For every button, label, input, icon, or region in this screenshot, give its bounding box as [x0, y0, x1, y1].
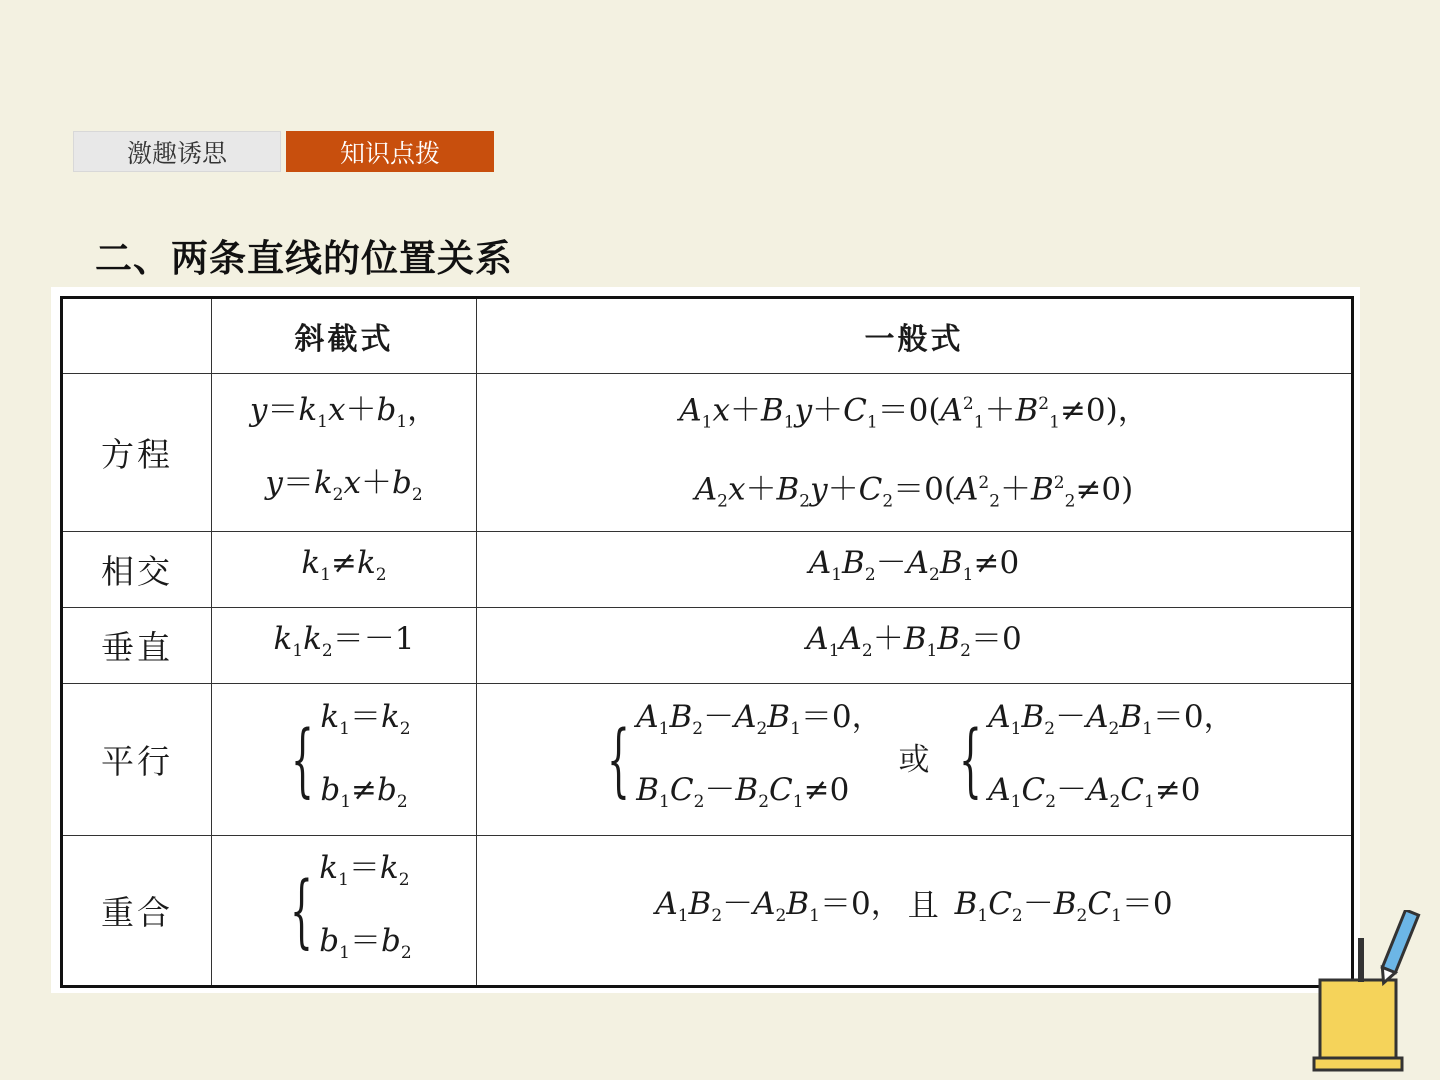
table-header-row — [62, 298, 1353, 374]
table-card — [51, 287, 1360, 993]
header-empty — [62, 298, 212, 374]
row-label-parallel: 平行 — [62, 684, 212, 836]
table-row — [62, 836, 1353, 987]
and-text: 且 — [907, 887, 939, 924]
tab-bar — [73, 131, 494, 172]
tab-inspire[interactable]: 激趣诱思 — [73, 131, 281, 172]
tab-knowledge[interactable]: 知识点拨 — [286, 131, 494, 172]
cell-slope-parallel: { $k_1=k_2$ $b_1\ne b_2$ — [212, 684, 477, 836]
row-label-equation: 方程 — [62, 374, 212, 532]
cell-slope-perpendicular: $k_1k_2=-1$ — [212, 608, 477, 684]
cell-general-intersect: $A_1B_2-A_2B_1\ne 0$ — [477, 532, 1353, 608]
table-row — [62, 684, 1353, 836]
cell-general-parallel: { $A_1B_2-A_2B_1=0$， $B_1C_2-B_2C_1\ne 0$ 或 { $A_1B_2-A_2B_1=0$， $A_1C_2-A_2C_1\ne 0$ — [477, 684, 1353, 836]
cell-general-perpendicular: $A_1A_2+B_1B_2=0$ — [477, 608, 1353, 684]
header-slope-intercept: 斜截式 — [212, 298, 477, 374]
row-label-coincide: 重合 — [62, 836, 212, 987]
table-row — [62, 608, 1353, 684]
cell-slope-coincide: { $k_1=k_2$ $b_1=b_2$ — [212, 836, 477, 987]
section-title: 二、两条直线的位置关系 — [95, 237, 513, 280]
table-row — [62, 532, 1353, 608]
header-general: 一般式 — [477, 298, 1353, 374]
table-row — [62, 374, 1353, 532]
cell-slope-intersect: $k_1\ne k_2$ — [212, 532, 477, 608]
cell-general-equation: $A_1x+B_1y+C_1=0(A^2_1+B^2_1\ne 0)$， $A_2x+B_2y+C_2=0(A^2_2+B^2_2\ne 0)$ — [477, 374, 1353, 532]
row-label-intersect: 相交 — [62, 532, 212, 608]
or-text: 或 — [898, 741, 930, 778]
cell-slope-equation: $y=k_1x+b_1$， $y=k_2x+b_2$ — [212, 374, 477, 532]
pencil-cup-icon — [1308, 910, 1428, 1080]
row-label-perpendicular: 垂直 — [62, 608, 212, 684]
line-relations-table — [60, 296, 1354, 988]
cell-general-coincide: $A_1B_2-A_2B_1=0$， 且 $B_1C_2-B_2C_1=0$ — [477, 836, 1353, 987]
